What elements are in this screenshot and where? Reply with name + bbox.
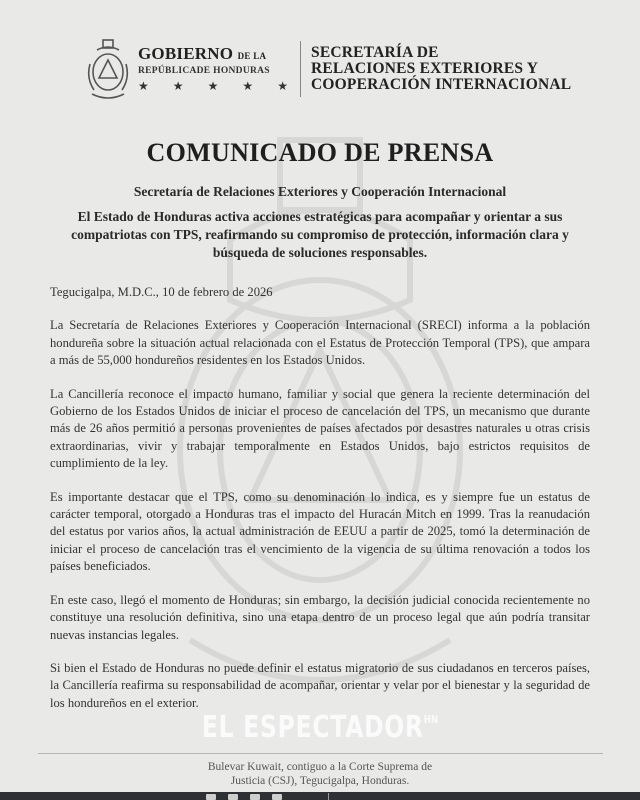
document-subtitle: Secretaría de Relaciones Exteriores y Cooperación Internacional (133, 184, 507, 199)
star-icon: ★ (242, 79, 254, 93)
brand-name: EL ESPECTADOR (201, 710, 424, 745)
stars-row (138, 79, 288, 93)
letterhead (84, 36, 600, 102)
social-icon (250, 794, 260, 800)
footer-address (0, 760, 640, 788)
gov-republic: REPÚBLICADE HONDURAS (138, 66, 270, 76)
social-icon (272, 794, 282, 800)
star-icon: ★ (207, 79, 219, 93)
gov-name: GOBIERNO (138, 44, 234, 63)
brand-watermark (70, 710, 569, 745)
paragraph: Es importante destacar que el TPS, como su denominación lo indica, es y siempre fue un estatus de carácter temporal, otorgado a Honduras tras el impacto del Huracán Mitch en 1999. Tras la reanudación del estatus por varios años, la actual administración de EEUU a partir de 2025, tomó la determinación de iniciar el proceso de cancelación tras el vencimiento de la vigencia de su última renovación a todos los países beneficiados. (50, 489, 590, 574)
date-line: Tegucigalpa, M.D.C., 10 de febrero de 2026 (50, 285, 273, 299)
star-icon: ★ (172, 79, 184, 93)
paragraph: En este caso, llegó el momento de Honduras; sin embargo, la decisión judicial conocida recientemente no constituye una resolución definitiva, sino una etapa dentro de un proceso legal que aún podría transitar nuevas instancias legales. (50, 592, 590, 642)
social-icon (206, 794, 216, 800)
gov-suffix: DE LA (237, 51, 267, 61)
social-icon (228, 794, 238, 800)
social-icons (206, 794, 282, 800)
paragraph: La Secretaría de Relaciones Exteriores y Cooperación Internacional (SRECI) informa a la población hondureña sobre la situación actual relacionada con el Estatus de Protección Temporal (TPS), que ampara a más de 55,000 hondureños residentes en los Estados Unidos. (50, 318, 590, 368)
bottom-strip (0, 792, 640, 800)
star-icon: ★ (138, 79, 149, 93)
government-logo-text (138, 45, 288, 93)
ministry-line: COOPERACIÓN INTERNACIONAL (311, 76, 572, 93)
strip-divider (328, 793, 329, 800)
paragraph: Si bien el Estado de Honduras no puede definir el estatus migratorio de sus ciudadanos en terceros países, la Cancillería reafirma su responsabilidad de acompañar, orientar y velar por el bienestar y la seguridad de los hondureños en el exterior. (50, 660, 590, 710)
star-icon: ★ (277, 79, 288, 93)
ministry-line: RELACIONES EXTERIORES Y (311, 60, 539, 77)
brand-suffix: HN (423, 713, 439, 726)
ministry-line: SECRETARÍA DE (311, 44, 439, 61)
coat-of-arms-icon (84, 38, 132, 100)
page-title: COMUNICADO DE PRENSA (146, 138, 494, 167)
header-divider (300, 41, 301, 97)
address-line: Bulevar Kuwait, contiguo a la Corte Suprema de (207, 761, 433, 773)
document-body (50, 284, 590, 728)
paragraph: La Cancillería reconoce el impacto humano, familiar y social que genera la reciente determinación del Gobierno de los Estados Unidos de iniciar el proceso de cancelación del TPS, un mecanismo que durante más de 26 años permitió a personas provenientes de países afectados por desastres naturales u otras crisis extraordinarias, vivir y trabajar temporalmente en Estados Unidos, bajo estrictos requisitos de cumplimiento de la ley. (50, 386, 590, 471)
document-headline: El Estado de Honduras activa acciones estratégicas para acompañar y orientar a sus compatriotas con TPS, reafirmando su compromiso de protección, información clara y búsqueda de soluciones responsables. (71, 209, 569, 260)
footer-divider (38, 753, 603, 754)
ministry-name (311, 45, 571, 93)
address-line: Justicia (CSJ), Tegucigalpa, Honduras. (230, 775, 410, 787)
